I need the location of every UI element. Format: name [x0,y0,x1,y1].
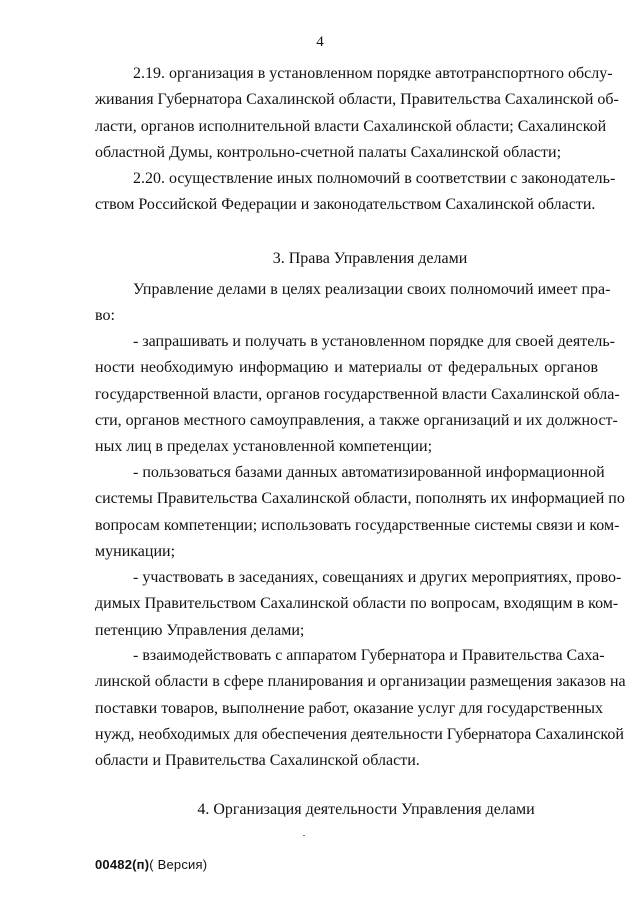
section-4-heading: 4. Организация деятельности Управления делами [197,801,535,818]
text-line: ных лиц в пределах установленной компетенции; [95,438,433,456]
text-line: нужд, необходимых для обеспечения деятельности Губернатора Сахалинской [95,725,624,743]
section-3-heading: 3. Права Управления делами [272,250,468,267]
text-line: ности необходимую информацию и материалы от федеральных органов [95,359,598,377]
text-line: ласти, органов исполнительной власти Сахалинской области; Сахалинской [95,117,607,135]
text-line: во: [95,307,115,325]
text-line: сти, органов местного самоуправления, а также организаций и их должност- [95,411,618,429]
page-number: 4 [316,34,324,50]
text-line: областной Думы, контрольно-счетной палаты Сахалинской области; [95,143,562,161]
text-line: вопросам компетенции; использовать государственные системы связи и ком- [95,516,620,534]
text-line: системы Правительства Сахалинской области, пополнять их информацией по [95,490,625,508]
text-line: - запрашивать и получать в установленном порядке для своей деятель- [133,333,615,350]
right-item-1 [95,329,620,460]
text-line: муникации; [95,542,176,560]
right-item-3 [95,565,622,644]
right-item-4 [95,643,626,774]
text-line: государственной власти, органов государственной власти Сахалинской обла- [95,385,620,403]
text-line: - пользоваться базами данных автоматизированной информационной [133,464,605,481]
document-footer [95,857,207,872]
text-line: - участвовать в заседаниях, совещаниях и других мероприятиях, прово- [133,569,622,586]
text-line: Управление делами в целях реализации своих полномочий имеет пра- [133,281,611,298]
text-line: димых Правительством Сахалинской области по вопросам, входящим в ком- [95,595,619,613]
text-line: линской области в сфере планирования и организации размещения заказов на [95,673,626,691]
text-line: ством Российской Федерации и законодательством Сахалинской области. [95,196,596,214]
paragraph-2-20 [95,166,616,219]
document-code: 00482(п) [95,857,150,872]
paragraph-2-19 [95,61,619,166]
right-item-2 [95,460,625,565]
text-line: живания Губернатора Сахалинской области, Правительства Сахалинской об- [95,91,619,109]
text-line: петенцию Управления делами; [95,621,305,639]
document-version: ( Версия) [149,857,208,872]
section-3-intro [95,277,611,330]
text-line: - взаимодействовать с аппаратом Губернатора и Правительства Саха- [133,647,605,664]
scan-speck [303,835,305,836]
text-line: области и Правительства Сахалинской области. [95,752,420,770]
text-line: 2.20. осуществление иных полномочий в соответствии с законодатель- [133,170,616,187]
text-line: поставки товаров, выполнение работ, оказание услуг для государственных [95,699,604,717]
text-line: 2.19. организация в установленном порядке автотранспортного обслу- [133,65,613,82]
